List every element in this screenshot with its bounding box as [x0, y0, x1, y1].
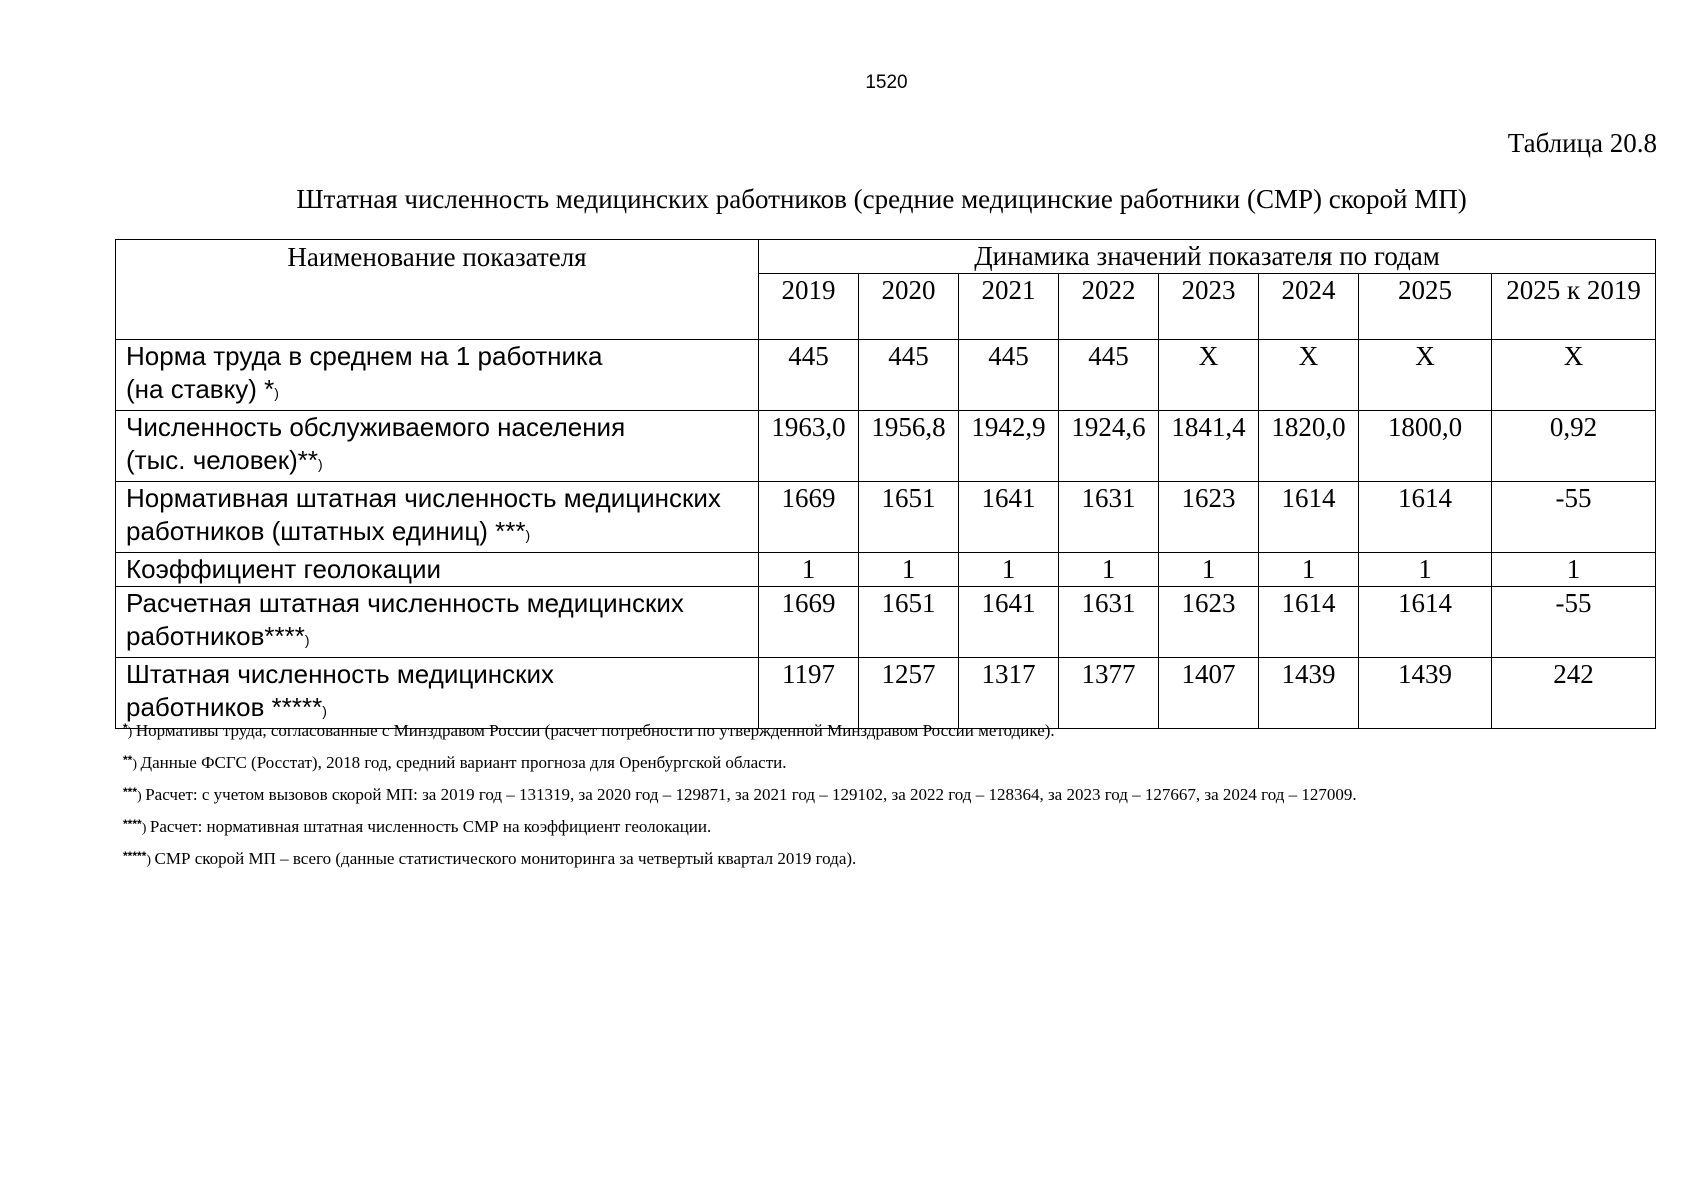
footnote-ref: )	[274, 385, 279, 401]
document-title: Штатная численность медицинских работников (средние медицинские работники (СМР) скорой МП)	[296, 184, 1467, 214]
value-cell: 1641	[959, 482, 1059, 553]
value-cell: 1623	[1159, 482, 1259, 553]
footnote-text: Расчет: нормативная штатная численность СМР на коэффициент геолокации.	[149, 817, 712, 836]
value-cell: 445	[759, 340, 859, 411]
value-cell: 1956,8	[859, 411, 959, 482]
indicator-name-cell	[116, 553, 759, 587]
value-cell: 1641	[959, 587, 1059, 658]
value-cell: Х	[1492, 340, 1656, 411]
indicator-name-cell	[116, 587, 759, 658]
value-cell: 1439	[1259, 658, 1359, 729]
value-cell: 1	[1259, 553, 1359, 587]
table-row	[116, 587, 1656, 658]
indicator-name-cell	[116, 482, 759, 553]
footnote	[123, 846, 1357, 878]
page-number: 1520	[865, 72, 908, 93]
value-cell: 1	[1359, 553, 1492, 587]
footnote-paren: )	[141, 821, 150, 836]
footnote-paren: )	[127, 725, 136, 740]
value-cell: 1	[1492, 553, 1656, 587]
value-cell: 1623	[1159, 587, 1259, 658]
value-cell: 1820,0	[1259, 411, 1359, 482]
footnote-mark: *****	[123, 849, 147, 863]
indicator-name-line: (тыс. человек)**)	[126, 445, 323, 475]
value-cell: 1	[1059, 553, 1159, 587]
footnotes	[123, 718, 1357, 878]
footnote-text: Расчет: с учетом вызовов скорой МП: за 2019 год – 131319, за 2020 год – 129871, за 2021 год – 129102, за 2022 год – 128364, за 2023 год – 127667, за 2024 год – 127009.	[145, 785, 1357, 804]
value-cell: 1257	[859, 658, 959, 729]
indicator-name-header: Наименование показателя	[116, 240, 759, 340]
indicator-name-line: работников****)	[126, 621, 310, 651]
footnote-mark: ****	[123, 817, 142, 831]
year-header: 2019	[759, 274, 859, 340]
value-cell: 1651	[859, 482, 959, 553]
year-header: 2021	[959, 274, 1059, 340]
value-cell: 1963,0	[759, 411, 859, 482]
value-cell: 1669	[759, 482, 859, 553]
year-header: 2024	[1259, 274, 1359, 340]
footnote-paren: )	[146, 853, 155, 868]
indicator-name-line: работников *****)	[126, 692, 327, 722]
indicator-name-line: работников (штатных единиц) ***)	[126, 516, 531, 546]
footnote	[123, 718, 1357, 750]
indicator-name-line: Численность обслуживаемого населения	[126, 412, 626, 442]
value-cell: 1942,9	[959, 411, 1059, 482]
year-header: 2022	[1059, 274, 1159, 340]
footnote-mark: *	[123, 721, 128, 735]
table-row	[116, 553, 1656, 587]
footnote-text: Данные ФСГС (Росстат), 2018 год, средний вариант прогноза для Оренбургской области.	[140, 753, 787, 772]
indicator-name-line: Коэффициент геолокации	[126, 554, 442, 584]
staffing-table	[115, 239, 1656, 729]
value-cell: 1669	[759, 587, 859, 658]
footnote-ref: )	[525, 527, 531, 543]
value-cell: Х	[1259, 340, 1359, 411]
value-cell: 1	[759, 553, 859, 587]
value-cell: 1924,6	[1059, 411, 1159, 482]
value-cell: 1800,0	[1359, 411, 1492, 482]
footnote-ref: )	[322, 703, 327, 719]
value-cell: 1197	[759, 658, 859, 729]
indicator-name-line: (на ставку) *)	[126, 374, 279, 404]
header-row-top	[116, 240, 1656, 274]
footnote-paren: )	[132, 757, 141, 772]
value-cell: 1614	[1359, 587, 1492, 658]
footnote-text: СМР скорой МП – всего (данные статистического мониторинга за четвертый квартал 2019 года).	[154, 849, 857, 868]
value-cell: 1	[959, 553, 1059, 587]
footnote-ref: )	[318, 456, 323, 472]
year-header: 2023	[1159, 274, 1259, 340]
indicator-name-line: Штатная численность медицинских	[126, 659, 555, 689]
value-cell: 445	[959, 340, 1059, 411]
year-header: 2025	[1359, 274, 1492, 340]
value-cell: 0,92	[1492, 411, 1656, 482]
value-cell: 1377	[1059, 658, 1159, 729]
value-cell: 1317	[959, 658, 1059, 729]
footnote-ref: )	[304, 632, 310, 648]
value-cell: 1614	[1359, 482, 1492, 553]
value-cell: -55	[1492, 587, 1656, 658]
footnote	[123, 782, 1357, 814]
footnote-mark: ***	[123, 785, 138, 799]
indicator-name-line: Расчетная штатная численность медицинских	[126, 588, 684, 618]
value-cell: Х	[1159, 340, 1259, 411]
table-body	[116, 340, 1656, 729]
value-cell: 1407	[1159, 658, 1259, 729]
value-cell: 1614	[1259, 587, 1359, 658]
value-cell: 1651	[859, 587, 959, 658]
indicator-name-line: Норма труда в среднем на 1 работника	[126, 341, 603, 371]
footnote-mark: **	[123, 753, 133, 767]
footnote	[123, 814, 1357, 846]
value-cell: 242	[1492, 658, 1656, 729]
value-cell: 1439	[1359, 658, 1492, 729]
footnote-text: Нормативы труда, согласованные с Минздравом России (расчет потребности по утвержденной Минздравом России методике).	[135, 721, 1055, 740]
year-header: 2020	[859, 274, 959, 340]
table-row	[116, 411, 1656, 482]
footnote-paren: )	[137, 789, 146, 804]
value-cell: 1	[859, 553, 959, 587]
footnote	[123, 750, 1357, 782]
value-cell: 1631	[1059, 482, 1159, 553]
table-label: Таблица 20.8	[1507, 128, 1657, 158]
indicator-name-cell	[116, 411, 759, 482]
indicator-name-line: Нормативная штатная численность медицинских	[126, 483, 721, 513]
value-cell: 445	[859, 340, 959, 411]
value-cell: 1631	[1059, 587, 1159, 658]
value-cell: 445	[1059, 340, 1159, 411]
value-cell: -55	[1492, 482, 1656, 553]
value-cell: 1614	[1259, 482, 1359, 553]
value-cell: 1	[1159, 553, 1259, 587]
value-cell: 1841,4	[1159, 411, 1259, 482]
year-header: 2025 к 2019	[1492, 274, 1656, 340]
value-cell: Х	[1359, 340, 1492, 411]
dynamics-group-header: Динамика значений показателя по годам	[759, 240, 1656, 274]
table-row	[116, 482, 1656, 553]
table-row	[116, 340, 1656, 411]
indicator-name-cell	[116, 340, 759, 411]
